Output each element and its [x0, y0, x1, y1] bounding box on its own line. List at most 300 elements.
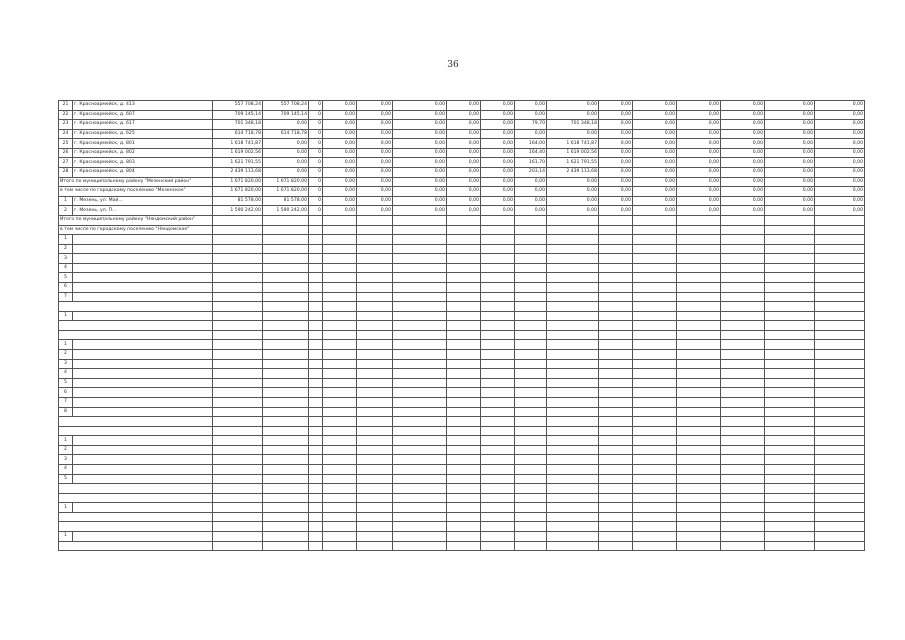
- value-cell: [323, 455, 357, 465]
- value-cell: [447, 474, 481, 484]
- value-cell: 0,00: [547, 177, 599, 187]
- value-cell: [815, 407, 865, 417]
- value-cell: [447, 407, 481, 417]
- value-cell: [633, 350, 677, 360]
- value-cell: 0,00: [447, 206, 481, 216]
- subtotal-row: [59, 541, 865, 551]
- value-cell: [633, 369, 677, 379]
- value-cell: [213, 263, 263, 273]
- value-cell: [393, 311, 447, 321]
- value-cell: [721, 254, 765, 264]
- value-cell: 0,00: [547, 110, 599, 120]
- value-cell: 0,00: [599, 187, 633, 197]
- value-cell: 0,00: [765, 177, 815, 187]
- value-cell: [677, 282, 721, 292]
- value-cell: [721, 215, 765, 225]
- value-cell: [213, 350, 263, 360]
- value-cell: 0,00: [393, 177, 447, 187]
- value-cell: [309, 417, 323, 427]
- value-cell: 164,40: [515, 148, 547, 158]
- value-cell: [481, 235, 515, 245]
- value-cell: [323, 464, 357, 474]
- value-cell: 0,00: [721, 129, 765, 139]
- value-cell: [213, 464, 263, 474]
- value-cell: [309, 330, 323, 340]
- value-cell: [815, 359, 865, 369]
- value-cell: [309, 254, 323, 264]
- address-cell: [73, 311, 213, 321]
- row-number-cell: 2: [59, 244, 73, 254]
- value-cell: [515, 397, 547, 407]
- value-cell: [481, 244, 515, 254]
- value-cell: [599, 426, 633, 436]
- value-cell: [677, 522, 721, 532]
- table-row: [59, 445, 865, 455]
- group-label-cell: [59, 493, 213, 503]
- address-cell: [73, 282, 213, 292]
- value-cell: [213, 254, 263, 264]
- value-cell: [599, 225, 633, 235]
- value-cell: [393, 407, 447, 417]
- value-cell: [547, 493, 599, 503]
- value-cell: [515, 378, 547, 388]
- value-cell: [213, 397, 263, 407]
- value-cell: [765, 532, 815, 542]
- value-cell: [677, 512, 721, 522]
- value-cell: [393, 340, 447, 350]
- value-cell: [547, 455, 599, 465]
- value-cell: [357, 426, 393, 436]
- table-row: [59, 436, 865, 446]
- value-cell: 0,00: [633, 177, 677, 187]
- value-cell: 0,00: [515, 129, 547, 139]
- value-cell: [393, 359, 447, 369]
- value-cell: [547, 302, 599, 312]
- table-row: [59, 292, 865, 302]
- value-cell: [481, 369, 515, 379]
- value-cell: [481, 254, 515, 264]
- value-cell: 0,00: [677, 148, 721, 158]
- value-cell: 0,00: [515, 177, 547, 187]
- value-cell: [481, 493, 515, 503]
- value-cell: 0,00: [599, 177, 633, 187]
- value-cell: [447, 388, 481, 398]
- value-cell: 0,00: [357, 101, 393, 111]
- value-cell: [515, 369, 547, 379]
- value-cell: [721, 541, 765, 551]
- value-cell: [447, 512, 481, 522]
- value-cell: [633, 426, 677, 436]
- value-cell: [309, 235, 323, 245]
- value-cell: [677, 330, 721, 340]
- row-number-cell: 1: [59, 311, 73, 321]
- value-cell: [309, 225, 323, 235]
- value-cell: [263, 359, 309, 369]
- value-cell: 0: [309, 187, 323, 197]
- value-cell: [633, 407, 677, 417]
- value-cell: [393, 397, 447, 407]
- value-cell: [677, 493, 721, 503]
- value-cell: [447, 282, 481, 292]
- value-cell: 0,00: [323, 120, 357, 130]
- value-cell: [263, 522, 309, 532]
- value-cell: [213, 474, 263, 484]
- table-row: [59, 148, 865, 158]
- value-cell: 0,00: [721, 177, 765, 187]
- value-cell: 0,00: [721, 158, 765, 168]
- value-cell: [481, 503, 515, 513]
- value-cell: 0,00: [393, 120, 447, 130]
- address-cell: [73, 359, 213, 369]
- value-cell: 0,00: [599, 129, 633, 139]
- value-cell: [515, 522, 547, 532]
- value-cell: [633, 397, 677, 407]
- value-cell: [447, 541, 481, 551]
- value-cell: [547, 273, 599, 283]
- value-cell: 0,00: [447, 101, 481, 111]
- value-cell: [721, 225, 765, 235]
- value-cell: [393, 464, 447, 474]
- value-cell: [815, 263, 865, 273]
- value-cell: [677, 263, 721, 273]
- value-cell: [323, 417, 357, 427]
- value-cell: [721, 532, 765, 542]
- value-cell: [633, 388, 677, 398]
- value-cell: 1 618 741,87: [213, 139, 263, 149]
- value-cell: [547, 436, 599, 446]
- address-cell: [73, 455, 213, 465]
- value-cell: 0,00: [677, 101, 721, 111]
- value-cell: [599, 541, 633, 551]
- value-cell: [213, 273, 263, 283]
- value-cell: 0,00: [815, 158, 865, 168]
- value-cell: [721, 512, 765, 522]
- address-cell: [73, 263, 213, 273]
- value-cell: 1 590 242,00: [263, 206, 309, 216]
- value-cell: [481, 302, 515, 312]
- subtotal-row: [59, 302, 865, 312]
- value-cell: 1 671 820,00: [263, 187, 309, 197]
- value-cell: [677, 359, 721, 369]
- value-cell: [357, 350, 393, 360]
- value-cell: [481, 388, 515, 398]
- value-cell: [599, 493, 633, 503]
- value-cell: [263, 282, 309, 292]
- value-cell: [765, 282, 815, 292]
- value-cell: [547, 503, 599, 513]
- subtotal-row: [59, 522, 865, 532]
- value-cell: 0,00: [481, 148, 515, 158]
- value-cell: [721, 273, 765, 283]
- value-cell: [213, 407, 263, 417]
- value-cell: 557 708,24: [213, 101, 263, 111]
- subtotal-row: [59, 177, 865, 187]
- value-cell: 0,00: [263, 148, 309, 158]
- value-cell: [765, 273, 815, 283]
- value-cell: 0,00: [481, 187, 515, 197]
- value-cell: 0,00: [515, 110, 547, 120]
- value-cell: [721, 263, 765, 273]
- value-cell: 81 578,00: [263, 196, 309, 206]
- group-label-cell: Итого по муниципальному району "Мезенский район": [59, 177, 213, 187]
- value-cell: 0,00: [393, 139, 447, 149]
- value-cell: [677, 445, 721, 455]
- group-label-cell: [59, 512, 213, 522]
- value-cell: [357, 417, 393, 427]
- row-number-cell: 6: [59, 388, 73, 398]
- value-cell: [765, 541, 815, 551]
- row-number-cell: 22: [59, 110, 73, 120]
- value-cell: [547, 282, 599, 292]
- value-cell: [481, 436, 515, 446]
- value-cell: [815, 330, 865, 340]
- value-cell: [815, 292, 865, 302]
- table-row: [59, 158, 865, 168]
- address-cell: [73, 503, 213, 513]
- value-cell: [323, 321, 357, 331]
- value-cell: 0,00: [815, 129, 865, 139]
- value-cell: [815, 532, 865, 542]
- value-cell: [263, 512, 309, 522]
- subtotal-row: [59, 321, 865, 331]
- value-cell: [721, 359, 765, 369]
- budget-table-container: [58, 100, 864, 551]
- value-cell: [633, 445, 677, 455]
- value-cell: [633, 512, 677, 522]
- value-cell: [393, 532, 447, 542]
- value-cell: [547, 235, 599, 245]
- value-cell: 0: [309, 206, 323, 216]
- value-cell: [357, 388, 393, 398]
- value-cell: 0,00: [721, 187, 765, 197]
- value-cell: [599, 378, 633, 388]
- value-cell: 0,00: [481, 196, 515, 206]
- value-cell: [481, 464, 515, 474]
- value-cell: [323, 397, 357, 407]
- value-cell: [633, 340, 677, 350]
- table-row: [59, 120, 865, 130]
- value-cell: [515, 493, 547, 503]
- value-cell: [481, 426, 515, 436]
- value-cell: [357, 369, 393, 379]
- value-cell: [323, 522, 357, 532]
- value-cell: [765, 263, 815, 273]
- value-cell: 0,00: [599, 206, 633, 216]
- value-cell: [263, 273, 309, 283]
- value-cell: [633, 282, 677, 292]
- page-number: 36: [447, 60, 459, 70]
- value-cell: 0,00: [677, 158, 721, 168]
- value-cell: 0,00: [765, 110, 815, 120]
- value-cell: 0,00: [677, 139, 721, 149]
- value-cell: [213, 541, 263, 551]
- value-cell: 0,00: [481, 168, 515, 178]
- value-cell: [213, 330, 263, 340]
- value-cell: [357, 282, 393, 292]
- table-row: [59, 455, 865, 465]
- value-cell: [357, 397, 393, 407]
- row-number-cell: 5: [59, 273, 73, 283]
- value-cell: [599, 311, 633, 321]
- value-cell: [677, 254, 721, 264]
- group-label-cell: в том числе по городскому поселению "Мезенское": [59, 187, 213, 197]
- group-label-cell: Итого по муниципальному району "Няндомский район": [59, 215, 213, 225]
- value-cell: [547, 378, 599, 388]
- value-cell: [263, 254, 309, 264]
- subtotal-row: [59, 187, 865, 197]
- value-cell: [633, 321, 677, 331]
- value-cell: 0,00: [323, 177, 357, 187]
- value-cell: [721, 426, 765, 436]
- value-cell: [721, 455, 765, 465]
- value-cell: [677, 474, 721, 484]
- value-cell: [309, 282, 323, 292]
- value-cell: [309, 321, 323, 331]
- value-cell: [765, 388, 815, 398]
- subtotal-row: [59, 225, 865, 235]
- value-cell: [633, 436, 677, 446]
- value-cell: [323, 292, 357, 302]
- value-cell: [599, 215, 633, 225]
- value-cell: 0,00: [815, 177, 865, 187]
- subtotal-row: [59, 493, 865, 503]
- value-cell: [263, 302, 309, 312]
- table-row: [59, 359, 865, 369]
- address-cell: г. Мезень, ул. Май...: [73, 196, 213, 206]
- value-cell: [515, 417, 547, 427]
- value-cell: [309, 532, 323, 542]
- value-cell: [633, 235, 677, 245]
- value-cell: [547, 369, 599, 379]
- value-cell: [515, 235, 547, 245]
- value-cell: 0,00: [677, 129, 721, 139]
- value-cell: [547, 388, 599, 398]
- value-cell: [309, 273, 323, 283]
- value-cell: [447, 532, 481, 542]
- value-cell: [599, 359, 633, 369]
- value-cell: [481, 311, 515, 321]
- value-cell: [447, 263, 481, 273]
- value-cell: [765, 340, 815, 350]
- value-cell: [515, 282, 547, 292]
- value-cell: [721, 302, 765, 312]
- table-row: [59, 254, 865, 264]
- value-cell: [677, 417, 721, 427]
- value-cell: [599, 292, 633, 302]
- value-cell: 709 145,14: [263, 110, 309, 120]
- value-cell: [323, 340, 357, 350]
- value-cell: [481, 522, 515, 532]
- value-cell: 1 671 820,00: [213, 177, 263, 187]
- value-cell: [481, 215, 515, 225]
- value-cell: [515, 225, 547, 235]
- value-cell: [393, 225, 447, 235]
- value-cell: [815, 282, 865, 292]
- value-cell: 1 671 820,00: [213, 187, 263, 197]
- value-cell: [263, 321, 309, 331]
- value-cell: 0,00: [677, 206, 721, 216]
- value-cell: [815, 455, 865, 465]
- value-cell: 0,00: [765, 196, 815, 206]
- value-cell: [357, 522, 393, 532]
- value-cell: 0,00: [721, 110, 765, 120]
- value-cell: [633, 464, 677, 474]
- address-cell: [73, 350, 213, 360]
- value-cell: [515, 302, 547, 312]
- value-cell: [323, 388, 357, 398]
- value-cell: [633, 522, 677, 532]
- value-cell: 0,00: [815, 196, 865, 206]
- value-cell: [765, 484, 815, 494]
- value-cell: [677, 215, 721, 225]
- value-cell: [309, 244, 323, 254]
- value-cell: [547, 359, 599, 369]
- value-cell: [481, 340, 515, 350]
- value-cell: [599, 244, 633, 254]
- value-cell: 0,00: [765, 148, 815, 158]
- value-cell: [309, 445, 323, 455]
- value-cell: 0,00: [815, 120, 865, 130]
- value-cell: 0,00: [481, 158, 515, 168]
- row-number-cell: 1: [59, 436, 73, 446]
- value-cell: [765, 369, 815, 379]
- value-cell: [721, 330, 765, 340]
- value-cell: [309, 263, 323, 273]
- value-cell: 0,00: [447, 139, 481, 149]
- group-label-cell: [59, 541, 213, 551]
- value-cell: [447, 321, 481, 331]
- value-cell: [677, 302, 721, 312]
- value-cell: [721, 493, 765, 503]
- value-cell: [213, 282, 263, 292]
- value-cell: [547, 532, 599, 542]
- value-cell: [599, 445, 633, 455]
- value-cell: [815, 340, 865, 350]
- value-cell: [677, 388, 721, 398]
- value-cell: [677, 273, 721, 283]
- address-cell: г. Мезень, ул. П...: [73, 206, 213, 216]
- value-cell: [599, 235, 633, 245]
- value-cell: 164,00: [515, 139, 547, 149]
- value-cell: 0,00: [677, 168, 721, 178]
- value-cell: 0: [309, 148, 323, 158]
- value-cell: [393, 522, 447, 532]
- value-cell: [357, 503, 393, 513]
- value-cell: [309, 512, 323, 522]
- value-cell: [765, 407, 815, 417]
- value-cell: [323, 244, 357, 254]
- value-cell: [357, 321, 393, 331]
- value-cell: 709 145,14: [213, 110, 263, 120]
- value-cell: [393, 484, 447, 494]
- value-cell: [213, 417, 263, 427]
- address-cell: г. Красноармейск, д. 803: [73, 158, 213, 168]
- value-cell: [309, 350, 323, 360]
- value-cell: [765, 445, 815, 455]
- value-cell: [447, 235, 481, 245]
- address-cell: [73, 235, 213, 245]
- value-cell: [323, 263, 357, 273]
- address-cell: [73, 244, 213, 254]
- table-row: [59, 464, 865, 474]
- value-cell: [677, 407, 721, 417]
- value-cell: [393, 503, 447, 513]
- value-cell: [815, 397, 865, 407]
- value-cell: [515, 407, 547, 417]
- value-cell: [447, 426, 481, 436]
- value-cell: [547, 225, 599, 235]
- value-cell: [323, 532, 357, 542]
